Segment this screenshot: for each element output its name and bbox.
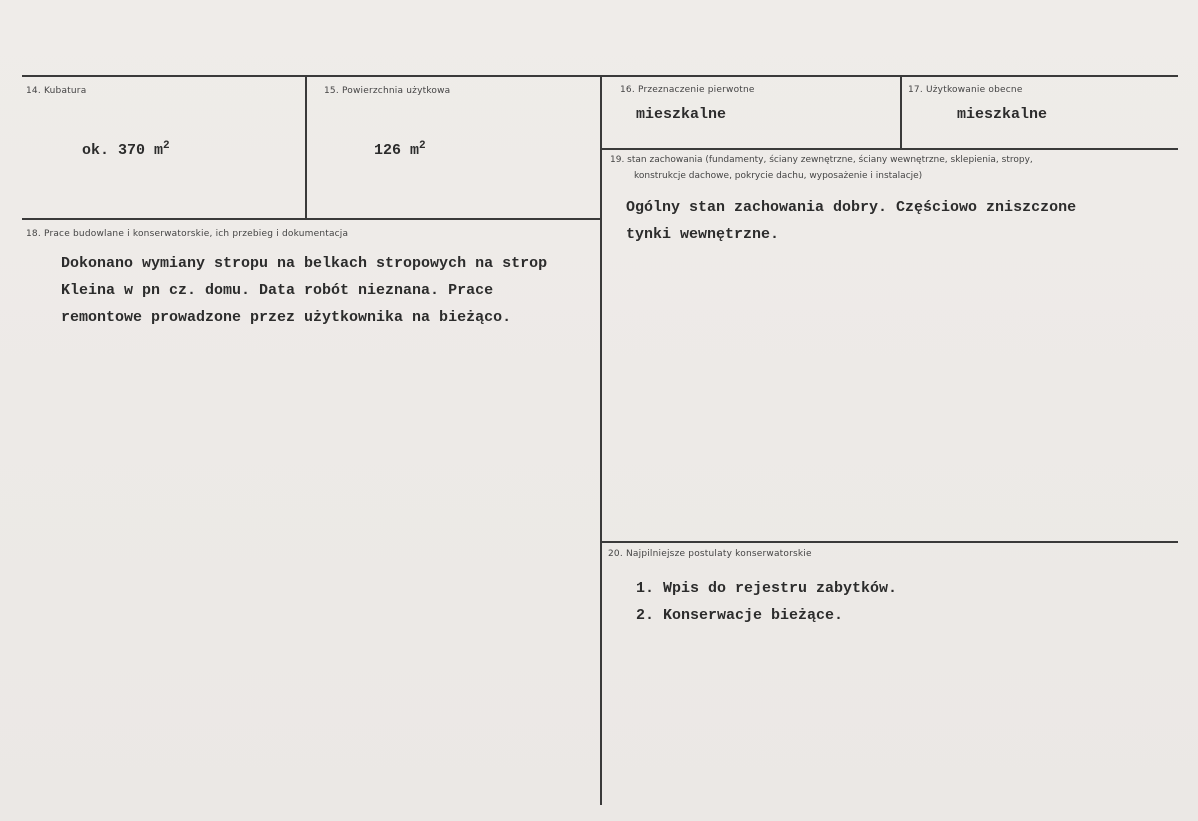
field-16-value: mieszkalne [636, 106, 727, 123]
rule-under-16-17 [602, 148, 1178, 150]
field-14-text: ok. 370 m [82, 142, 164, 159]
field-17-label: 17. Użytkowanie obecne [908, 85, 1023, 95]
field-14-label: 14. Kubatura [26, 86, 87, 96]
field-16-label: 16. Przeznaczenie pierwotne [620, 85, 755, 95]
field-14-exponent: 2 [163, 140, 170, 152]
field-19-line-2: tynki wewnętrzne. [626, 226, 780, 243]
field-19-line-1: Ogólny stan zachowania dobry. Częściowo zniszczone [626, 199, 1077, 216]
field-15-label: 15. Powierzchnia użytkowa [324, 86, 451, 96]
postulate-item: 2. Konserwacje bieżące. [636, 607, 844, 624]
rule-under-14-15 [22, 218, 600, 220]
postulate-item: 1. Wpis do rejestru zabytków. [636, 580, 898, 597]
field-15-exponent: 2 [419, 140, 426, 152]
field-18-text [61, 250, 599, 331]
field-18-label: 18. Prace budowlane i konserwatorskie, ich przebieg i dokumentacja [26, 229, 349, 239]
field-18-line-2: Kleina w pn cz. domu. Data robót nieznana. Prace [61, 282, 494, 299]
field-19-text [626, 194, 1076, 248]
field-20-list [636, 575, 897, 629]
field-19-label-line-1: 19. stan zachowania (fundamenty, ściany zewnętrzne, ściany wewnętrzne, sklepienia, stropy, [610, 155, 1033, 165]
field-15-value [374, 140, 426, 159]
field-15-text: 126 m [374, 142, 420, 159]
field-18-line-1: Dokonano wymiany stropu na belkach stropowych na strop [61, 255, 548, 272]
field-19-label [610, 152, 1033, 184]
field-19-label-line-2: konstrukcje dachowe, pokrycie dachu, wyposażenie i instalacje) [634, 171, 923, 181]
field-14-value [82, 140, 170, 159]
field-20-label: 20. Najpilniejsze postulaty konserwatorskie [608, 549, 812, 559]
divider-14-15 [305, 77, 307, 219]
main-vertical-divider [600, 77, 602, 805]
field-18-line-3: remontowe prowadzone przez użytkownika na bieżąco. [61, 309, 512, 326]
divider-16-17 [900, 77, 902, 149]
rule-under-19 [602, 541, 1178, 543]
field-17-value: mieszkalne [957, 106, 1048, 123]
